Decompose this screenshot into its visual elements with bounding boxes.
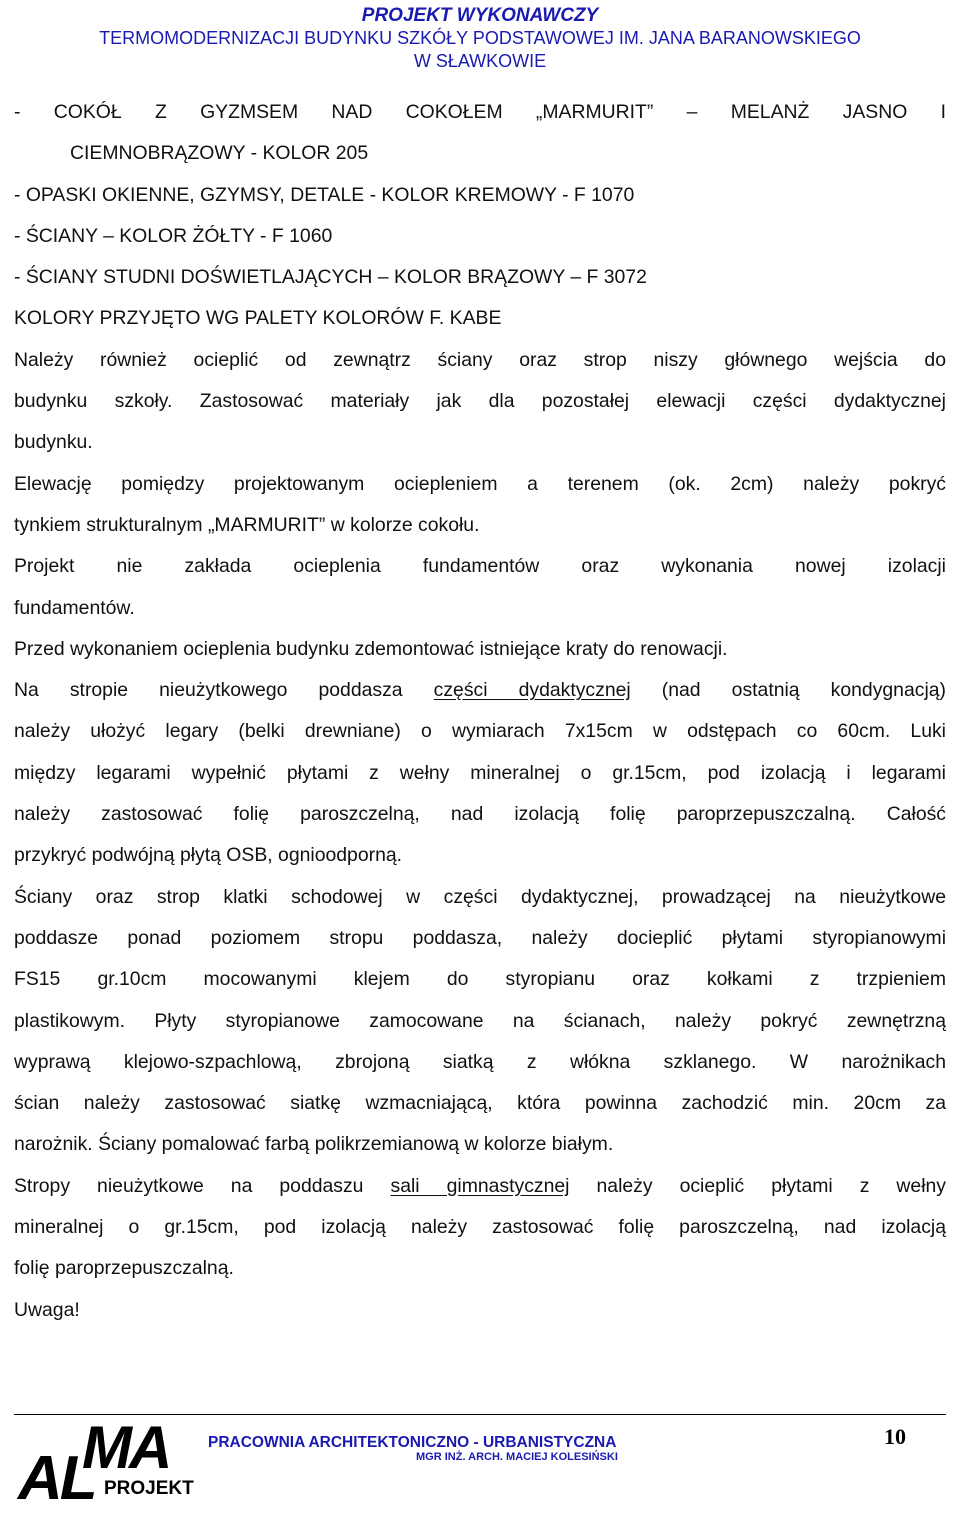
studio-name: PRACOWNIA ARCHITEKTONICZNO - URBANISTYCZNA [208, 1434, 617, 1451]
text-line: ścian należy zastosować siatkę wzmacniającą, która powinna zachodzić min. 20cm za [14, 1092, 946, 1115]
underlined-text: sali gimnastycznej [390, 1174, 570, 1197]
text-line [14, 1166, 946, 1207]
header-subtitle: TERMOMODERNIZACJI BUDYNKU SZKÓŁY PODSTAWOWEJ IM. JANA BARANOWSKIEGO [99, 28, 861, 48]
text-line: FS15 gr.10cm mocowanymi klejem do styropianu oraz kołkami z trzpieniem [14, 968, 946, 991]
text-line: Ściany oraz strop klatki schodowej w części dydaktycznej, prowadzącej na nieużytkowe [14, 885, 946, 908]
text-line: budynku. [14, 431, 93, 454]
text-line: narożnik. Ściany pomalować farbą polikrzemianową w kolorze białym. [14, 1133, 614, 1156]
text-line: CIEMNOBRĄZOWY - KOLOR 205 [70, 142, 369, 165]
text-line: KOLORY PRZYJĘTO WG PALETY KOLORÓW F. KABE [14, 307, 502, 330]
author-name: MGR INŻ. ARCH. MACIEJ KOLESIŃSKI [416, 1451, 618, 1463]
logo-ma: MA [82, 1414, 170, 1481]
page-header [0, 4, 960, 73]
text-segment: (nad ostatnią kondygnacją) [630, 679, 946, 702]
text-line: folię paroprzepuszczalną. [14, 1257, 234, 1280]
text-line: wyprawą klejowo-szpachlową, zbrojoną siatką z włókna szklanego. W narożnikach [14, 1050, 946, 1073]
page-number: 10 [884, 1424, 906, 1449]
text-line: przykryć podwójną płytą OSB, ognioodporną. [14, 844, 403, 867]
text-line: należy ułożyć legary (belki drewniane) o wymiarach 7x15cm w odstępach co 60cm. Luki [14, 720, 946, 743]
text-segment: Stropy nieużytkowe na poddaszu [14, 1174, 391, 1197]
text-segment: Na stropie nieużytkowego poddasza [14, 679, 434, 702]
text-line: między legarami wypełnić płytami z wełny mineralnej o gr.15cm, pod izolacją i legarami [14, 761, 946, 784]
text-line: fundamentów. [14, 596, 135, 619]
text-line: tynkiem strukturalnym „MARMURIT” w kolorze cokołu. [14, 513, 480, 536]
text-line: Przed wykonaniem ocieplenia budynku zdemontować istniejące kraty do renowacji. [14, 637, 728, 660]
text-line: poddasze ponad poziomem stropu poddasza, należy docieplić płytami styropianowymi [14, 926, 946, 949]
header-location: W SŁAWKOWIE [413, 51, 547, 71]
document-body [14, 92, 946, 1331]
text-line [14, 670, 946, 711]
text-segment: należy ocieplić płytami z wełny [569, 1174, 946, 1197]
text-line: Należy również ocieplić od zewnątrz ściany oraz strop niszy głównego wejścia do [14, 348, 946, 371]
text-line: - COKÓŁ Z GYZMSEM NAD COKOŁEM „MARMURIT” – MELANŻ JASNO I [14, 101, 946, 123]
text-line: mineralnej o gr.15cm, pod izolacją należy zastosować folię paroszczelną, nad izolacją [14, 1216, 946, 1239]
text-line: - ŚCIANY – KOLOR ŻÓŁTY - F 1060 [14, 224, 333, 247]
text-line: - ŚCIANY STUDNI DOŚWIETLAJĄCYCH – KOLOR BRĄZOWY – F 3072 [14, 266, 647, 289]
header-title: PROJEKT WYKONAWCZY [361, 5, 599, 26]
text-line: budynku szkoły. Zastosować materiały jak dla pozostałej elewacji części dydaktycznej [14, 390, 946, 413]
text-line: Projekt nie zakłada ocieplenia fundamentów oraz wykonania nowej izolacji [14, 555, 946, 578]
text-line: należy zastosować folię paroszczelną, nad izolacją folię paroprzepuszczalną. Całość [14, 803, 946, 826]
underlined-text: części dydaktycznej [433, 679, 631, 702]
text-line: Uwaga! [14, 1298, 80, 1321]
text-line: - OPASKI OKIENNE, GZYMSY, DETALE - KOLOR KREMOWY - F 1070 [14, 183, 635, 206]
text-line: Elewację pomiędzy projektowanym ociepleniem a terenem (ok. 2cm) należy pokryć [14, 472, 946, 495]
logo-al: AL [18, 1444, 95, 1513]
text-line: plastikowym. Płyty styropianowe zamocowane na ścianach, należy pokryć zewnętrzną [14, 1009, 946, 1032]
logo-projekt: PROJEKT [104, 1478, 194, 1499]
